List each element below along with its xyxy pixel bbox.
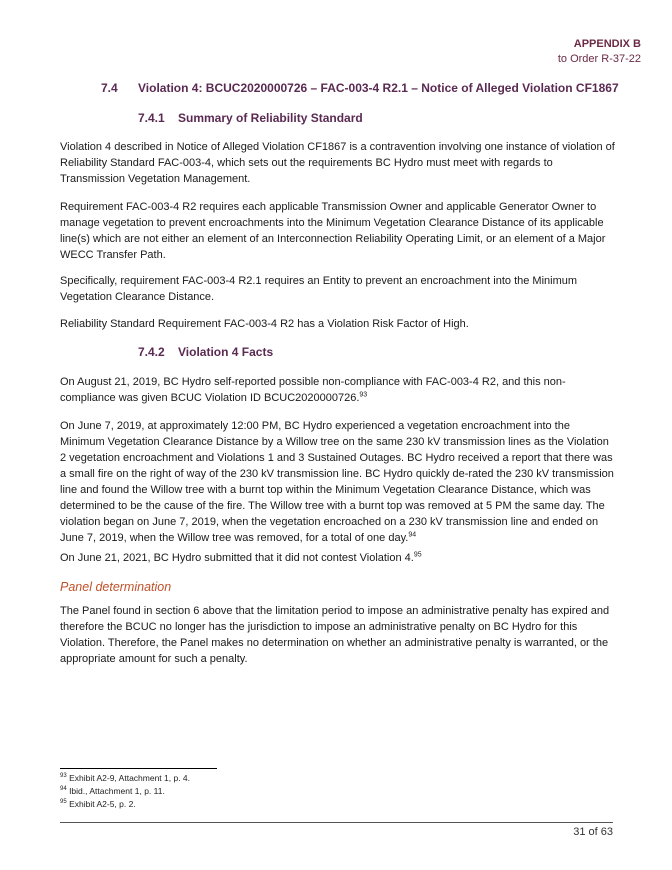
footnote-ref[interactable]: 94: [408, 531, 417, 539]
order-reference: to Order R-37-22: [557, 53, 641, 65]
footnote-number: 95: [60, 799, 67, 806]
footnote-number: 93: [60, 773, 67, 780]
paragraph-text: On June 21, 2021, BC Hydro submitted that it did not contest Violation 4.: [60, 552, 414, 564]
paragraph-text: On August 21, 2019, BC Hydro self-reported possible non-compliance with FAC-003-4 R2, and this non-compliance was given BCUC Violation ID BCUC2020000726.: [60, 376, 566, 404]
subsection-number: 7.4.1: [138, 111, 165, 125]
section-heading: [101, 81, 619, 95]
paragraph: Reliability Standard Requirement FAC-003-4 R2 has a Violation Risk Factor of High.: [60, 318, 469, 330]
paragraph: Specifically, requirement FAC-003-4 R2.1 requires an Entity to prevent an encroachment into the Minimum Vegetation Clearance Distance.: [60, 275, 578, 303]
paragraph: [60, 418, 616, 546]
paragraph: Requirement FAC-003-4 R2 requires each applicable Transmission Owner and applicable Generator Owner to manage vegetation to prevent encroachments into the Minimum Vegetation Clearance Distance of its applicable line(s) which are not either an element of an Interconnection Reliability Operating Limit, or an element of a Major WECC Transfer Path.: [60, 201, 606, 261]
footer-divider: [60, 822, 613, 823]
paragraph: The Panel found in section 6 above that the limitation period to impose an administrative penalty has expired and therefore the BCUC no longer has the jurisdiction to impose an administrative penalty on BC Hydro for this Violation. Therefore, the Panel makes no determination on whether an administrative penalty is warranted, or the appropriate amount for such a penalty.: [60, 605, 610, 665]
footnote-text: Ibid., Attachment 1, p. 11.: [69, 786, 165, 796]
page-number: 31 of 63: [573, 826, 613, 838]
paragraph-text: On June 7, 2019, at approximately 12:00 PM, BC Hydro experienced a vegetation encroachment into the Minimum Vegetation Clearance Distance by a Willow tree on the same 230 kV transmission lines as the Violation 2 vegetation encroachment and Violations 1 and 3 Sustained Outages. BC Hydro received a report that there was a small fire on the right of way of the 230 kV transmission line. BC Hydro quickly de-rated the 230 kV transmission line and found the Willow tree with a burnt top within the Minimum Vegetation Clearance Distance, which was determined to be the cause of the fire. The Willow tree with a burnt top was removed at 5 PM the same day. The violation began on June 7, 2019, when the vegetation encroached on a 230 kV transmission line and ended on June 7, 2019, when the Willow tree was removed, for a total of one day.: [60, 420, 614, 544]
footnote-ref[interactable]: 93: [359, 391, 368, 399]
subsection-title: Violation 4 Facts: [178, 345, 274, 359]
appendix-header: [558, 37, 641, 67]
paragraph: [60, 374, 616, 406]
section-number: 7.4: [101, 81, 118, 95]
panel-determination-heading: Panel determination: [60, 580, 172, 594]
footnote-number: 94: [60, 786, 67, 793]
footnote-ref[interactable]: 95: [413, 551, 422, 559]
appendix-title: APPENDIX B: [573, 38, 641, 50]
paragraph: Violation 4 described in Notice of Alleged Violation CF1867 is a contravention involving one instance of violation of Reliability Standard FAC-003-4, which sets out the requirements BC Hydro must meet with regards to Transmission Vegetation Management.: [60, 141, 615, 185]
footnote-text: Exhibit A2-9, Attachment 1, p. 4.: [69, 773, 191, 783]
footnote: [60, 799, 136, 810]
paragraph: [60, 550, 616, 566]
subsection-heading-facts: [138, 345, 273, 359]
footnote-divider: [60, 768, 217, 769]
subsection-heading-summary: [138, 111, 363, 125]
subsection-title: Summary of Reliability Standard: [178, 111, 363, 125]
section-title: Violation 4: BCUC2020000726 – FAC-003-4 R2.1 – Notice of Alleged Violation CF1867: [138, 81, 619, 95]
subsection-number: 7.4.2: [138, 345, 165, 359]
footnote: [60, 786, 165, 797]
footnote: [60, 773, 190, 784]
footnote-text: Exhibit A2-5, p. 2.: [69, 799, 136, 809]
